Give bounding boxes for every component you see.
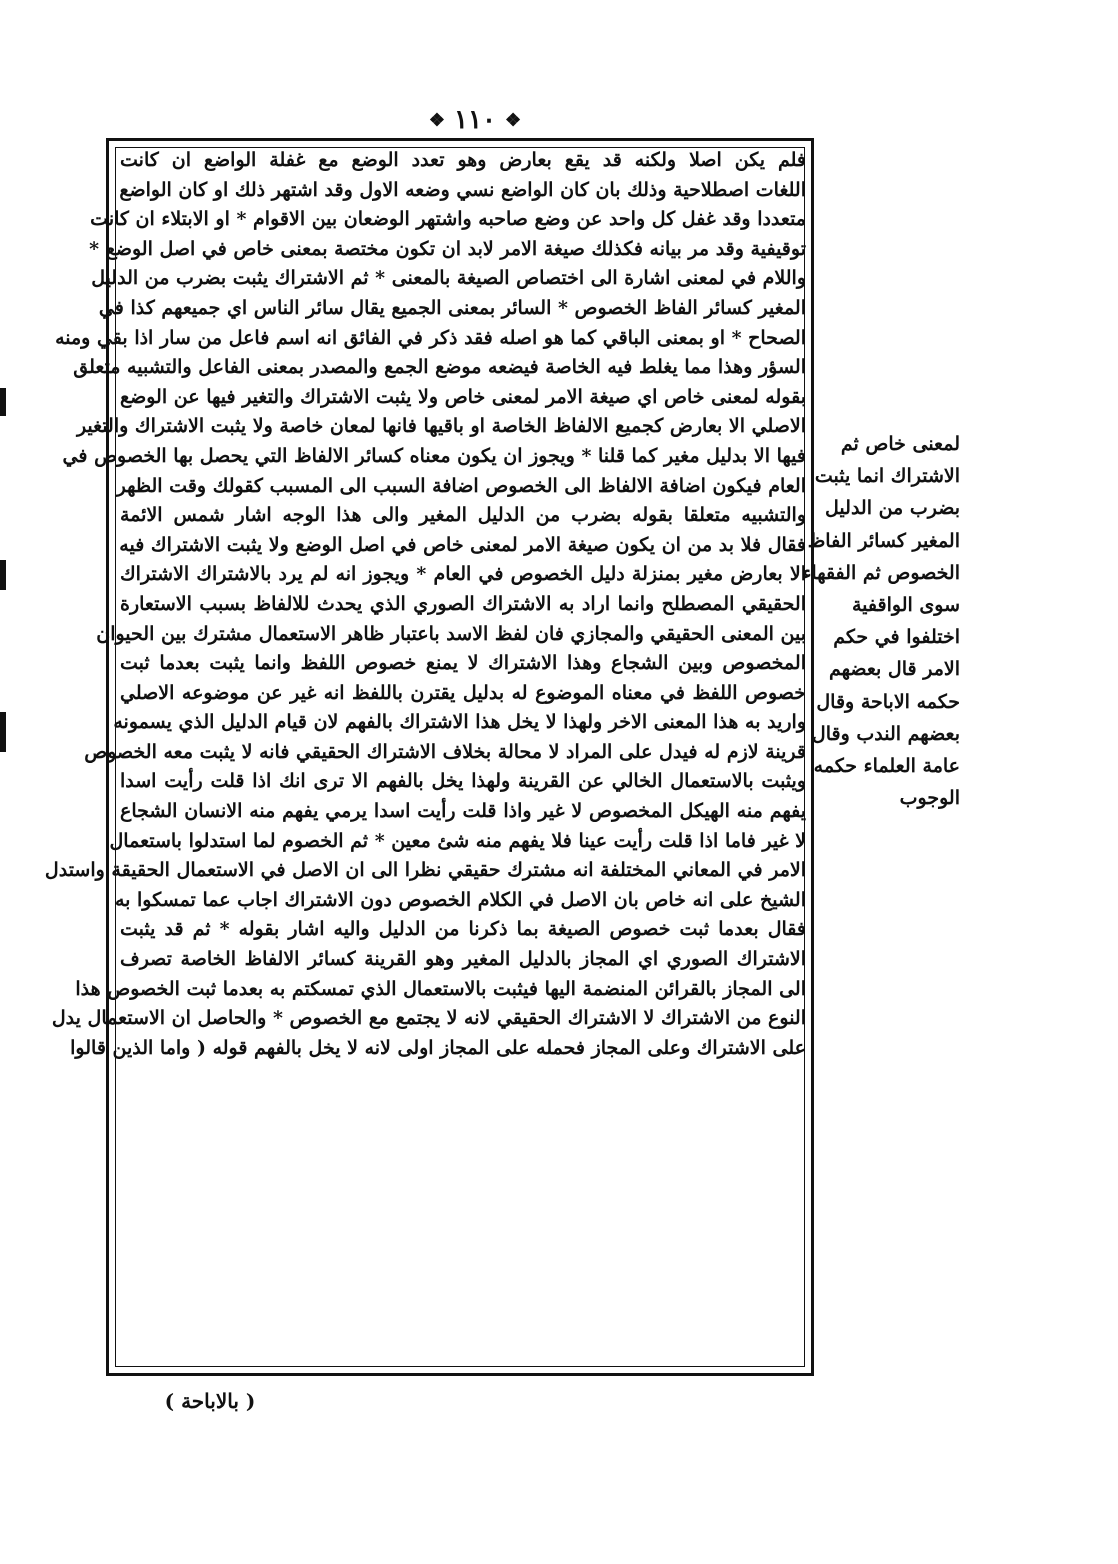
- text-line: فلم يكن اصلا ولكنه قد يقع بعارض وهو تعدد الوضع مع غفلة الواضع ان كانت: [120, 149, 806, 171]
- margin-line: لمعنى خاص ثم: [840, 433, 960, 455]
- text-line: المخصوص وبين الشجاع وهذا الاشتراك لا يمنع خصوص اللفظ وانما يثبت بعدما ثبت: [120, 652, 806, 675]
- text-line: خصوص اللفظ في معناه الموضوع له بدليل يقترن باللفظ انه غير عن موضوعه الاصلي: [120, 681, 806, 704]
- main-commentary-text: [44, 146, 806, 1372]
- text-line: الى المجاز بالقرائن المنضمة اليها فيثبت بالاستعمال الذي تمسكتم به بعدما ثبت الخصوص هذا: [75, 977, 806, 1000]
- scan-edge-mark: [0, 560, 6, 590]
- text-line: والتشبيه متعلقا بقوله بضرب من الدليل المغير والى هذا الوجه اشار شمس الائمة: [120, 504, 806, 527]
- margin-line: بضرب من الدليل: [825, 497, 960, 520]
- margin-line: المغير كسائر الفاظ: [807, 529, 960, 552]
- text-line: متعددا وقد غفل كل واحد عن وضع صاحبه واشتهر الوضعان بين الاقوام * او الابتلاء ان كانت: [90, 208, 806, 231]
- text-line: العام فيكون اضافة الالفاظ الى الخصوص اضافة السبب الى المسبب كقولك وقت الظهر: [116, 474, 806, 497]
- margin-line: حكمه الاباحة وقال: [816, 690, 960, 713]
- text-line: فيها الا بدليل مغير كما قلنا * ويجوز ان يكون معناه كسائر الالفاظ التي يحصل بها الخصوص في: [62, 444, 806, 467]
- text-line: واللام في لمعنى اشارة الى اختصاص الصيغة بالمعنى * ثم الاشتراك يثبت بضرب من الدليل: [91, 267, 806, 290]
- margin-line: عامة العلماء حكمه: [813, 755, 960, 778]
- scan-edge-mark: [0, 712, 6, 752]
- text-line: بين المعنى الحقيقي والمجازي فان لفظ الاسد باعتبار ظاهر الاستعمال مشترك بين الحيوان: [96, 622, 806, 645]
- text-line: الاصلي الا بعارض كجميع الالفاظ الخاصة او باقيها فانها لمعان خاصة ولا يثبت الاشتراك والتغير: [76, 415, 806, 438]
- text-line: ويثبت بالاستعمال الخالي عن القرينة ولهذا يخل بالفهم الا ترى انك اذا قلت رأيت اسدا: [120, 770, 806, 793]
- text-line: قرينة لازم له فيدل على المراد لا محالة بخلاف الاشتراك الحقيقي فانه لا يثبت معه الخصوص: [84, 740, 806, 763]
- margin-line: الاشتراك انما يثبت: [814, 465, 960, 488]
- page-number-text: ١١٠: [454, 105, 496, 135]
- margin-line: الوجوب: [899, 787, 960, 810]
- margin-line: بعضهم الندب وقال: [811, 722, 960, 745]
- catchword: ( بالاباحة ): [164, 1389, 256, 1413]
- text-line: الامر في المعاني المختلفة انه مشترك حقيقي نظرا الى ان الاصل في الاستعمال الحقيقة واستدل: [44, 859, 806, 882]
- text-line: على الاشتراك وعلى المجاز فحمله على المجاز اولى لانه لا يخل بالفهم قوله ( واما الذين قالوا: [70, 1036, 806, 1059]
- margin-matn-text: [802, 428, 960, 814]
- text-line: اللغات اصطلاحية وذلك بان كان الواضع نسي وضعه الاول وقد اشتهر ذلك او كان الواضع: [119, 178, 806, 201]
- ornament-right-icon: ❖: [505, 110, 522, 131]
- text-line: بقوله لمعنى خاص اي صيغة الامر لمعنى خاص ولا يثبت الاشتراك والتغير فيها عن الوضع: [120, 385, 806, 408]
- text-line: الشيخ على انه خاص بان الاصل في الكلام الخصوص دون الاشتراك اجاب عما تمسكوا به: [114, 888, 806, 911]
- text-line: لا غير فاما اذا قلت رأيت عينا فلا يفهم منه شئ معين * ثم الخصوم لما استدلوا باستعمال: [109, 829, 806, 852]
- text-line: توقيفية وقد مر بيانه فكذلك صيغة الامر لابد ان تكون مختصة بمعنى خاص في اصل الوضع *: [89, 237, 806, 260]
- text-line: الا بعارض مغير بمنزلة دليل الخصوص في العام * ويجوز انه لم يرد بالاشتراك الاشتراك: [120, 563, 806, 586]
- text-line: السؤر وهذا مما يغلط فيه الخاصة فيضعه موضع الجمع والمصدر بمعنى الفاعل والتشبيه متعلق: [73, 356, 806, 379]
- text-line: فقال فلا بد من ان يكون صيغة الامر لمعنى خاص في اصل الوضع ولا يثبت الاشتراك فيه: [119, 533, 806, 556]
- text-line: الصحاح * او بمعنى الباقي كما هو اصله فقد ذكر في الفائق انه اسم فاعل من سار اذا بقي ومنه: [55, 326, 806, 349]
- text-line: النوع من الاشتراك لا الاشتراك الحقيقي لانه لا يجتمع مع الخصوص * والحاصل ان الاستعمال يدل: [51, 1007, 806, 1030]
- margin-line: الخصوص ثم الفقهاء: [802, 561, 960, 584]
- ornament-left-icon: ❖: [428, 110, 445, 131]
- margin-line: سوى الواقفية: [852, 594, 960, 617]
- text-line: واريد به هذا المعنى الاخر ولهذا لا يخل هذا الاشتراك بالفهم لان قيام الدليل الذي يسمونه: [113, 711, 806, 734]
- page-number: [420, 102, 530, 138]
- text-line: الاشتراك الصوري اي المجاز بالدليل المغير وهو القرينة كسائر الالفاظ الخاصة تصرف: [120, 948, 806, 971]
- margin-line: اختلفوا في حكم: [833, 626, 960, 649]
- text-line: الحقيقي المصطلح وانما اراد به الاشتراك الصوري الذي يحدث للالفاظ بسبب الاستعارة: [120, 592, 806, 615]
- margin-line: الامر قال بعضهم: [828, 658, 960, 681]
- scan-edge-mark: [0, 388, 6, 416]
- text-line: المغير كسائر الفاظ الخصوص * السائر بمعنى الجميع يقال سائر الناس اي جميعهم كذا في: [98, 296, 806, 319]
- text-line: يفهم منه الهيكل المخصوص لا غير واذا قلت رأيت اسدا يرمي يفهم منه الانسان الشجاع: [120, 800, 806, 823]
- text-line: فقال بعدما ثبت خصوص الصيغة بما ذكرنا من الدليل واليه اشار بقوله * ثم قد يثبت: [120, 918, 806, 941]
